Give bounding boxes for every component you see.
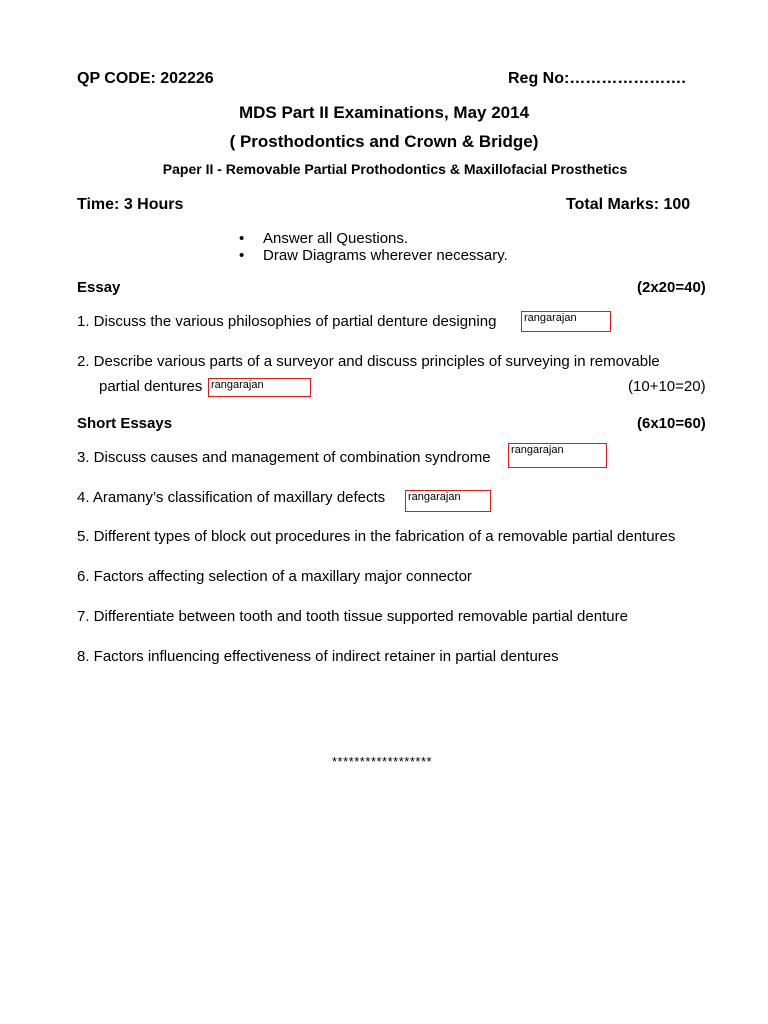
annotation-box[interactable]: rangarajan <box>405 490 491 512</box>
question-4: 4. Aramany’s classification of maxillary defects <box>77 489 386 506</box>
reg-no: Reg No:…………………. <box>508 70 686 87</box>
short-essays-heading: Short Essays <box>77 415 173 432</box>
instruction-text: Answer all Questions. <box>263 230 409 247</box>
question-5: 5. Different types of block out procedures in the fabrication of a removable partial dentures <box>77 528 676 545</box>
end-stars: ****************** <box>332 754 433 769</box>
instruction-item <box>239 247 508 264</box>
exam-title: MDS Part II Examinations, May 2014 <box>238 103 530 122</box>
essay-heading: Essay <box>77 279 121 296</box>
question-2-marks: (10+10=20) <box>628 378 706 395</box>
annotation-box[interactable]: rangarajan <box>508 443 607 468</box>
instruction-text: Draw Diagrams wherever necessary. <box>263 247 508 264</box>
question-3: 3. Discuss causes and management of combination syndrome <box>77 449 491 466</box>
subject-title: ( Prosthodontics and Crown & Bridge) <box>229 132 539 151</box>
question-2-line1: 2. Describe various parts of a surveyor and discuss principles of surveying in removable <box>77 353 660 370</box>
annotation-box[interactable]: rangarajan <box>521 311 611 332</box>
bullet-icon: • <box>239 247 245 264</box>
question-2-line2: partial dentures <box>99 378 203 395</box>
essay-marks: (2x20=40) <box>637 279 706 296</box>
question-6: 6. Factors affecting selection of a maxillary major connector <box>77 568 472 585</box>
short-essays-marks: (6x10=60) <box>637 415 706 432</box>
bullet-icon: • <box>239 230 245 247</box>
question-7: 7. Differentiate between tooth and tooth tissue supported removable partial denture <box>77 608 628 625</box>
question-1: 1. Discuss the various philosophies of partial denture designing <box>77 313 497 330</box>
qp-code: QP CODE: 202226 <box>77 70 214 87</box>
paper-title: Paper II - Removable Partial Prothodontics & Maxillofacial Prosthetics <box>162 161 628 177</box>
total-marks: Total Marks: 100 <box>566 196 691 213</box>
time-label: Time: 3 Hours <box>77 196 184 213</box>
question-8: 8. Factors influencing effectiveness of indirect retainer in partial dentures <box>77 648 559 665</box>
annotation-box[interactable]: rangarajan <box>208 378 311 397</box>
instruction-item <box>239 230 408 247</box>
